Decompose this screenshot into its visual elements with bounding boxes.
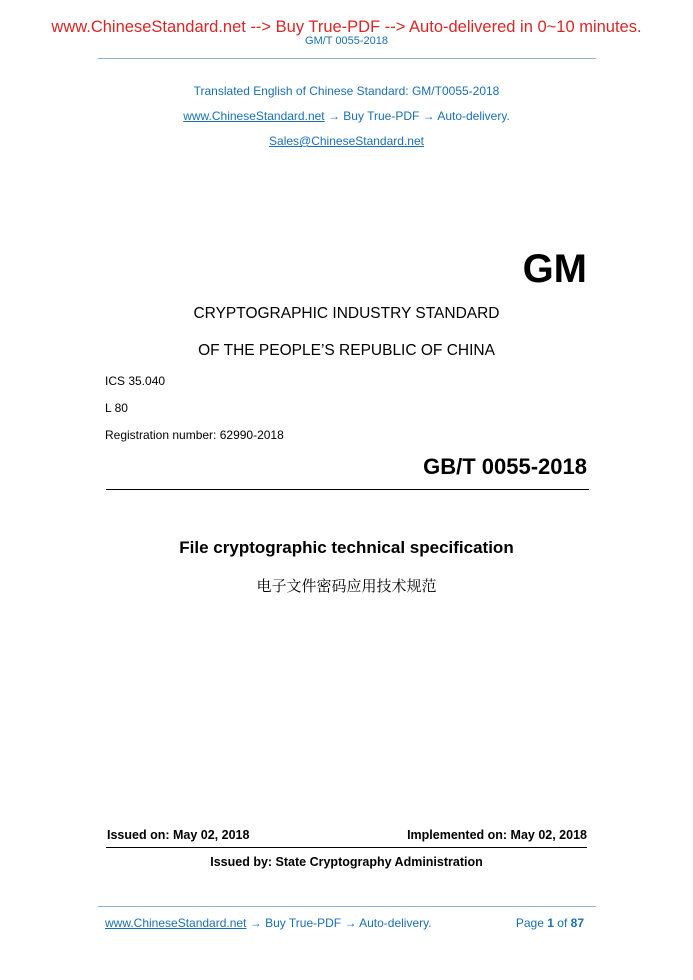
standard-number: GB/T 0055-2018 (423, 454, 587, 479)
issued-date: Issued on: May 02, 2018 (107, 828, 250, 842)
page-total: 87 (570, 916, 584, 930)
classification-code: L 80 (105, 401, 128, 415)
implemented-date: Implemented on: May 02, 2018 (407, 828, 587, 842)
heading-line-1: CRYPTOGRAPHIC INDUSTRY STANDARD (193, 305, 500, 322)
dates-divider (106, 847, 587, 848)
page-indicator (516, 916, 584, 930)
buy-line (0, 109, 693, 123)
top-banner[interactable]: www.ChineseStandard.net --> Buy True-PDF --> Auto-delivered in 0~10 minutes. (51, 18, 642, 36)
footer-buy-text: → Buy True-PDF → Auto-delivery. (246, 916, 432, 930)
page-current: 1 (547, 916, 554, 930)
ics-code: ICS 35.040 (105, 374, 166, 388)
sales-line (0, 134, 693, 148)
page-label: Page (515, 916, 544, 930)
translated-line: Translated English of Chinese Standard: GM/T0055-2018 (193, 84, 500, 98)
title-chinese: 电子文件密码应用技术规范 (256, 577, 437, 595)
issued-by: Issued by: State Cryptography Administration (210, 855, 483, 869)
heading-line-2: OF THE PEOPLE’S REPUBLIC OF CHINA (198, 342, 495, 359)
doc-code-header: GM/T 0055-2018 (305, 35, 388, 47)
footer-divider (98, 906, 596, 907)
site-link[interactable]: www.ChineseStandard.net (183, 109, 325, 123)
registration-number: Registration number: 62990-2018 (105, 428, 284, 442)
standard-prefix: GM (522, 247, 587, 291)
buy-text: → Buy True-PDF → Auto-delivery. (324, 109, 510, 123)
footer-buy-line (105, 916, 432, 930)
header-divider (98, 58, 596, 59)
footer-site-link[interactable]: www.ChineseStandard.net (105, 916, 247, 930)
title-english: File cryptographic technical specification (179, 538, 514, 557)
title-divider (106, 489, 589, 490)
page-of: of (557, 916, 568, 930)
sales-email-link[interactable]: Sales@ChineseStandard.net (269, 134, 424, 148)
